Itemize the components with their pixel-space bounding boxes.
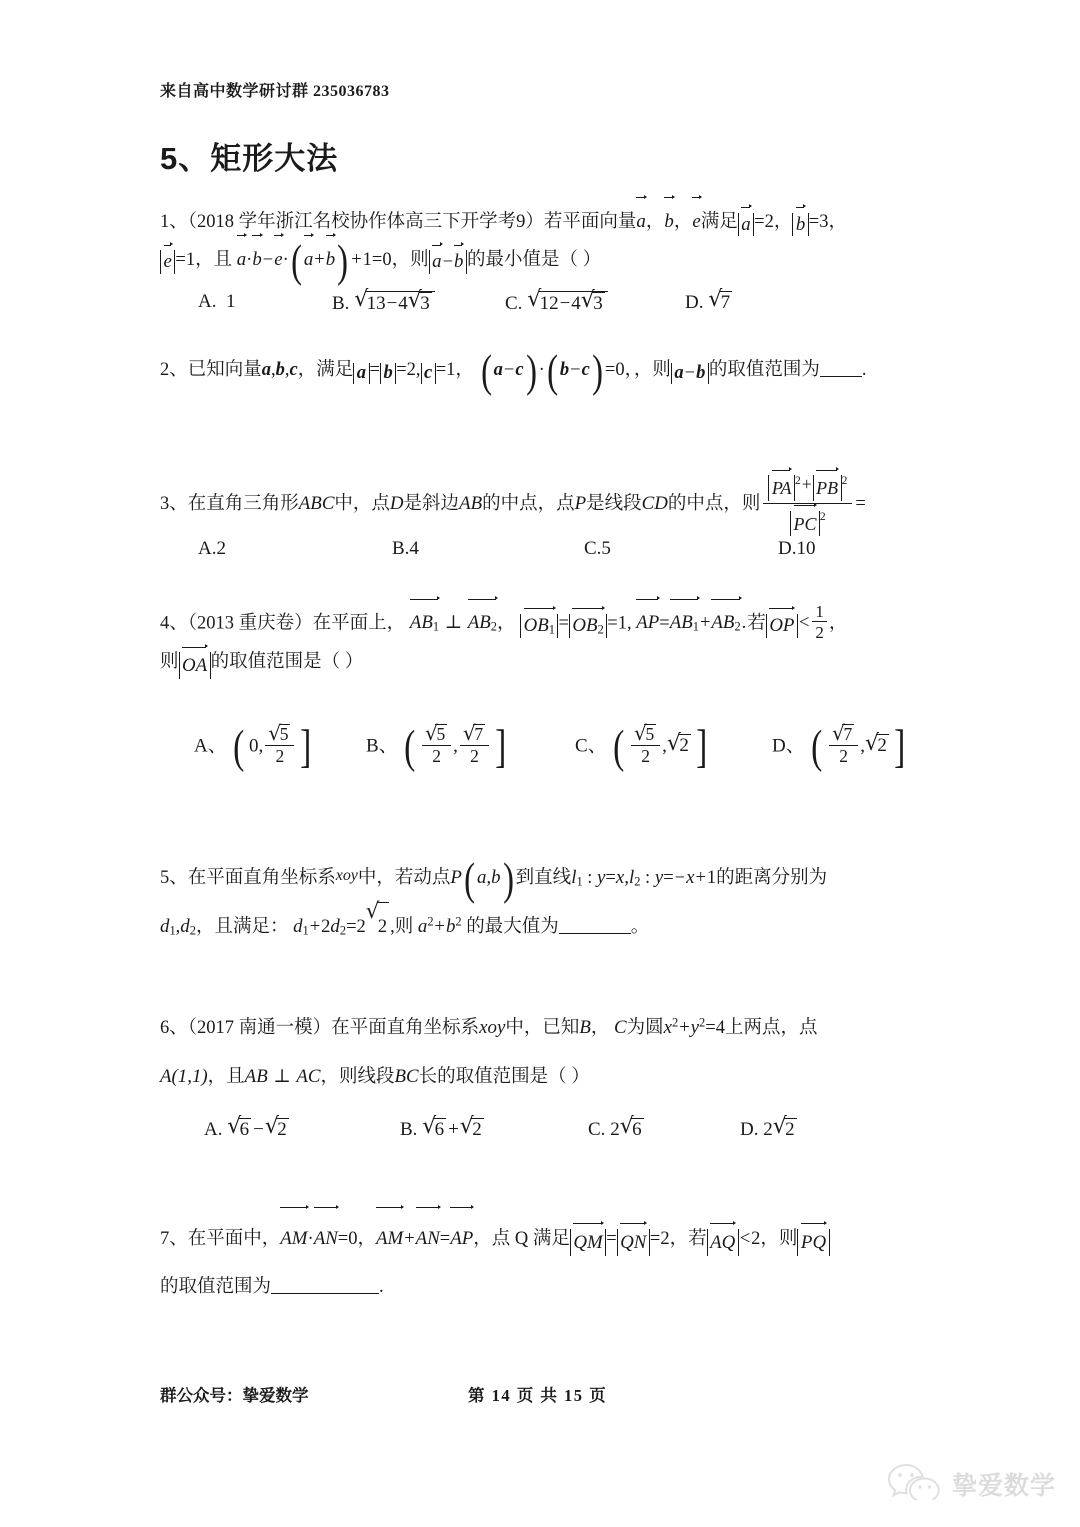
problem-1-then: ，则 xyxy=(391,249,429,270)
option-label: C. xyxy=(505,293,523,314)
problem-6 xyxy=(160,1003,960,1101)
problem-5-l1c: 的距离分别为 xyxy=(716,868,828,888)
problem-3-t3: 的中点，点 xyxy=(482,493,575,514)
problem-1-and: ，且 xyxy=(195,249,233,270)
option-label: B. xyxy=(332,293,350,314)
segment-ab: AB xyxy=(459,492,483,514)
problem-3-line-1: 3、在直角三角形ABC中，点D是斜边AB的中点，点P是线段CD的中点，则 $\frac{PA ^2+ PB ^2}{PC ^2}$ = xyxy=(160,472,960,537)
problem-7-lead: 在平面中， xyxy=(187,1229,281,1249)
problem-6-l1a: 中，已知 xyxy=(505,1018,580,1038)
problem-6-source: （2017 南通一模） xyxy=(187,1018,332,1038)
problem-1-option-d[interactable]: D. √ 7 xyxy=(685,287,731,313)
option-label: C、 xyxy=(575,735,607,757)
brand-name: 挚爱数学 xyxy=(952,1471,1057,1500)
problem-5-answer-blank[interactable] xyxy=(559,933,631,934)
problem-6-options xyxy=(160,1114,960,1158)
document-header: 来自高中数学研讨群 235036783 xyxy=(160,83,390,100)
problem-2-period: . xyxy=(861,360,867,380)
problem-5-number: 5 xyxy=(160,868,170,888)
problem-3-t4: 是线段 xyxy=(586,493,642,514)
problem-4-line-2: 则 OA 的取值范围是（ ） xyxy=(160,644,960,680)
problem-1-source: （2018 学年浙江名校协作体高三下开学考9） xyxy=(187,212,544,232)
problem-1-options xyxy=(160,287,960,327)
problem-3-option-b[interactable]: B.4 xyxy=(392,538,419,559)
problem-6-l2b: ，则线段 xyxy=(320,1067,395,1088)
problem-4-option-d[interactable]: D、 ( √ 7 2 , √ 2 ] xyxy=(772,720,906,773)
coord-system: xoy xyxy=(479,1017,506,1038)
problem-7-answer-blank[interactable] xyxy=(271,1293,379,1294)
problem-3-t1: 中，点 xyxy=(334,493,390,514)
problem-7-then: ，则 xyxy=(760,1229,798,1249)
footer-account: 群公众号：挚爱数学 xyxy=(160,1386,309,1405)
problem-6-line-2: A(1,1)，且AB ⊥ AC，则线段BC长的取值范围是（ ） xyxy=(160,1066,590,1088)
problem-5-l2a: ，且满足： xyxy=(195,917,289,938)
coord-system: xoy xyxy=(335,867,358,885)
problem-5-l2b: 则 xyxy=(394,917,414,938)
problem-5-l1a: 中，若动点 xyxy=(357,868,451,888)
problem-4 xyxy=(160,604,960,680)
problem-5 xyxy=(160,853,960,951)
problem-7-line-1: 7、在平面中，AM·AN=0，AM+AN=AP，点 Q 满足 QM = QN =2，若 AQ <2，则 PQ xyxy=(160,1213,960,1263)
problem-5-period: 。 xyxy=(630,917,650,938)
option-label: B. xyxy=(400,1119,418,1140)
problem-5-l2c: 的最大值为 xyxy=(466,917,559,938)
problem-4-lead: 在平面上， xyxy=(312,613,406,634)
problem-4-then: 则 xyxy=(160,652,179,673)
problem-6-lead: 在平面直角坐标系 xyxy=(331,1018,480,1038)
problem-6-line-1: 6、（2017 南通一模）在平面直角坐标系xoy中，已知B， C为圆$x^2+y^2=4$上两点，点 xyxy=(160,1015,818,1038)
problem-7-period: . xyxy=(379,1277,384,1298)
brand-watermark xyxy=(886,1462,1056,1505)
problem-4-line-1: 4、（2013 重庆卷）在平面上， $AB_1$ ⊥ $AB_2$， $OB_1 = OB_2 =1$, $AP=AB_1+AB_2$.若 OP < $\frac{1}{2}$ ， xyxy=(160,602,848,643)
problem-2-line-1: 2、已知向量a,b,c，满足 a = b =2, c =1， ( a−c) ·( b−c) =0，，则 a−b 的取值范围为 . xyxy=(160,345,867,396)
option-label: D. xyxy=(685,292,704,313)
problem-3-t5: 的中点，则 xyxy=(667,493,761,514)
problem-3-option-a[interactable]: A.2 xyxy=(198,538,226,559)
segment-cd: CD xyxy=(641,492,668,514)
problem-7-l2: 的取值范围为 xyxy=(160,1277,272,1298)
problem-1-tail: 的最小值是（ ） xyxy=(466,249,602,270)
problem-2-mid: ，满足 xyxy=(297,360,354,380)
problem-7-if: ，若 xyxy=(669,1229,707,1249)
problem-6-comma: ， xyxy=(590,1018,610,1038)
problem-7-number: 7 xyxy=(160,1229,170,1249)
triangle-abc: ABC xyxy=(298,492,335,514)
problem-6-option-b[interactable]: B. √ 6 + √ 2 xyxy=(400,1114,482,1140)
option-label: B、 xyxy=(366,735,398,757)
option-label: A. xyxy=(198,291,217,312)
problem-1-option-b[interactable]: B. √ 13−4 √ 3 xyxy=(332,291,436,315)
point-a: A(1,1) xyxy=(160,1066,208,1088)
problem-7-line-2 xyxy=(160,1263,960,1311)
problem-2 xyxy=(160,345,960,396)
problem-5-line-1: 5、在平面直角坐标系xoy中，若动点P( a,b) 到直线$l_1$ : $y=x,l_2$ : y=−x+1的距离分别为 xyxy=(160,853,828,904)
problem-6-l1c: 上两点，点 xyxy=(724,1018,818,1038)
problem-6-number: 6 xyxy=(160,1018,170,1038)
problem-1-lead: 若平面向量 xyxy=(543,212,637,232)
problem-7 xyxy=(160,1213,960,1311)
problem-2-tail: 的取值范围为 xyxy=(708,360,820,380)
problem-6-l2a: ，且 xyxy=(207,1067,245,1088)
segment-bc: BC xyxy=(394,1066,419,1088)
wechat-icon xyxy=(886,1462,944,1505)
problem-6-option-d[interactable]: D. 2 √ 2 xyxy=(740,1114,795,1140)
problem-5-lead: 在平面直角坐标系 xyxy=(187,868,336,888)
problem-3-option-d[interactable]: D.10 xyxy=(778,538,816,559)
problem-3-option-c[interactable]: C.5 xyxy=(584,538,611,559)
vector-ab2: $AB_2$ xyxy=(468,604,497,642)
problem-3-lead: 在直角三角形 xyxy=(187,493,299,514)
problem-3-number: 3 xyxy=(160,493,170,514)
problem-2-answer-blank[interactable] xyxy=(820,376,862,377)
problem-1-option-a[interactable]: A. 1 xyxy=(198,291,236,312)
problem-2-number: 2 xyxy=(160,360,170,380)
section-title: 5、矩形大法 xyxy=(160,141,339,176)
problem-7-ptq: ，点 Q 满足 xyxy=(473,1229,570,1249)
option-label: C. xyxy=(588,1119,606,1140)
option-label: A. xyxy=(204,1119,223,1140)
problem-6-l2c: 长的取值范围是（ ） xyxy=(418,1067,590,1088)
vector-ab1: $AB_1$ xyxy=(410,604,439,642)
problem-6-l1b: 为圆 xyxy=(626,1018,664,1038)
problem-6-option-a[interactable]: A. √ 6 − √ 2 xyxy=(204,1114,287,1140)
option-label: D. xyxy=(740,1119,759,1140)
problem-4-option-c[interactable]: C、 ( √ 5 2 , √ 2 ] xyxy=(575,720,708,773)
point-b: B xyxy=(579,1017,591,1038)
problem-3-fraction: $\frac{PA ^2+ PB ^2}{PC ^2}$ xyxy=(763,471,852,536)
problem-4-number: 4 xyxy=(160,613,170,634)
problem-1-line-1: 1、（2018 学年浙江名校协作体高三下开学考9）若平面向量a，b，e满足 a =2， b =3， xyxy=(160,203,960,241)
footer-page-number: 第 14 页 共 15 页 xyxy=(468,1386,608,1405)
problem-6-option-c[interactable]: C. 2 √ 6 xyxy=(588,1114,642,1140)
problem-4-source: （2013 重庆卷） xyxy=(187,613,313,634)
problem-1 xyxy=(160,203,960,286)
problem-3-equals: = xyxy=(855,493,866,514)
problem-3-options xyxy=(160,538,960,574)
problem-4-options xyxy=(160,718,960,798)
option-label: A、 xyxy=(194,735,227,757)
point-d: D xyxy=(389,492,404,514)
option-label: D、 xyxy=(772,735,805,757)
problem-2-lead: 已知向量 xyxy=(187,360,262,380)
point-c: C xyxy=(614,1017,627,1038)
problem-4-tail: 的取值范围是（ ） xyxy=(210,652,364,673)
problem-5-l1b: 到直线 xyxy=(515,868,572,888)
problem-1-line-2: e =1，且 a·b−e·( a+b) +1=0，则 a−b 的最小值是（ ） xyxy=(160,241,960,279)
fraction-one-half: $\frac{1}{2}$ xyxy=(812,602,827,642)
problem-1-option-c[interactable]: C. √ 12−4 √ 3 xyxy=(505,291,609,315)
problem-4-option-a[interactable]: A、 ( 0, √ 5 2 ] xyxy=(194,720,312,773)
problem-1-mid: 满足 xyxy=(700,212,738,232)
problem-4-option-b[interactable]: B、 ( √ 5 2 , √ 7 2 ] xyxy=(366,720,507,773)
problem-3-t2: 是斜边 xyxy=(403,493,460,514)
point-p: P xyxy=(574,492,587,514)
problem-3 xyxy=(160,472,960,537)
problem-2-then: ，则 xyxy=(633,360,671,380)
problem-1-number: 1 xyxy=(160,212,170,232)
problem-5-line-2: $d_1,d_2$，且满足： $d_1+2d_2=2$ √ 2 ,则 $a^2+b^2$ 的最大值为 。 xyxy=(160,902,960,951)
